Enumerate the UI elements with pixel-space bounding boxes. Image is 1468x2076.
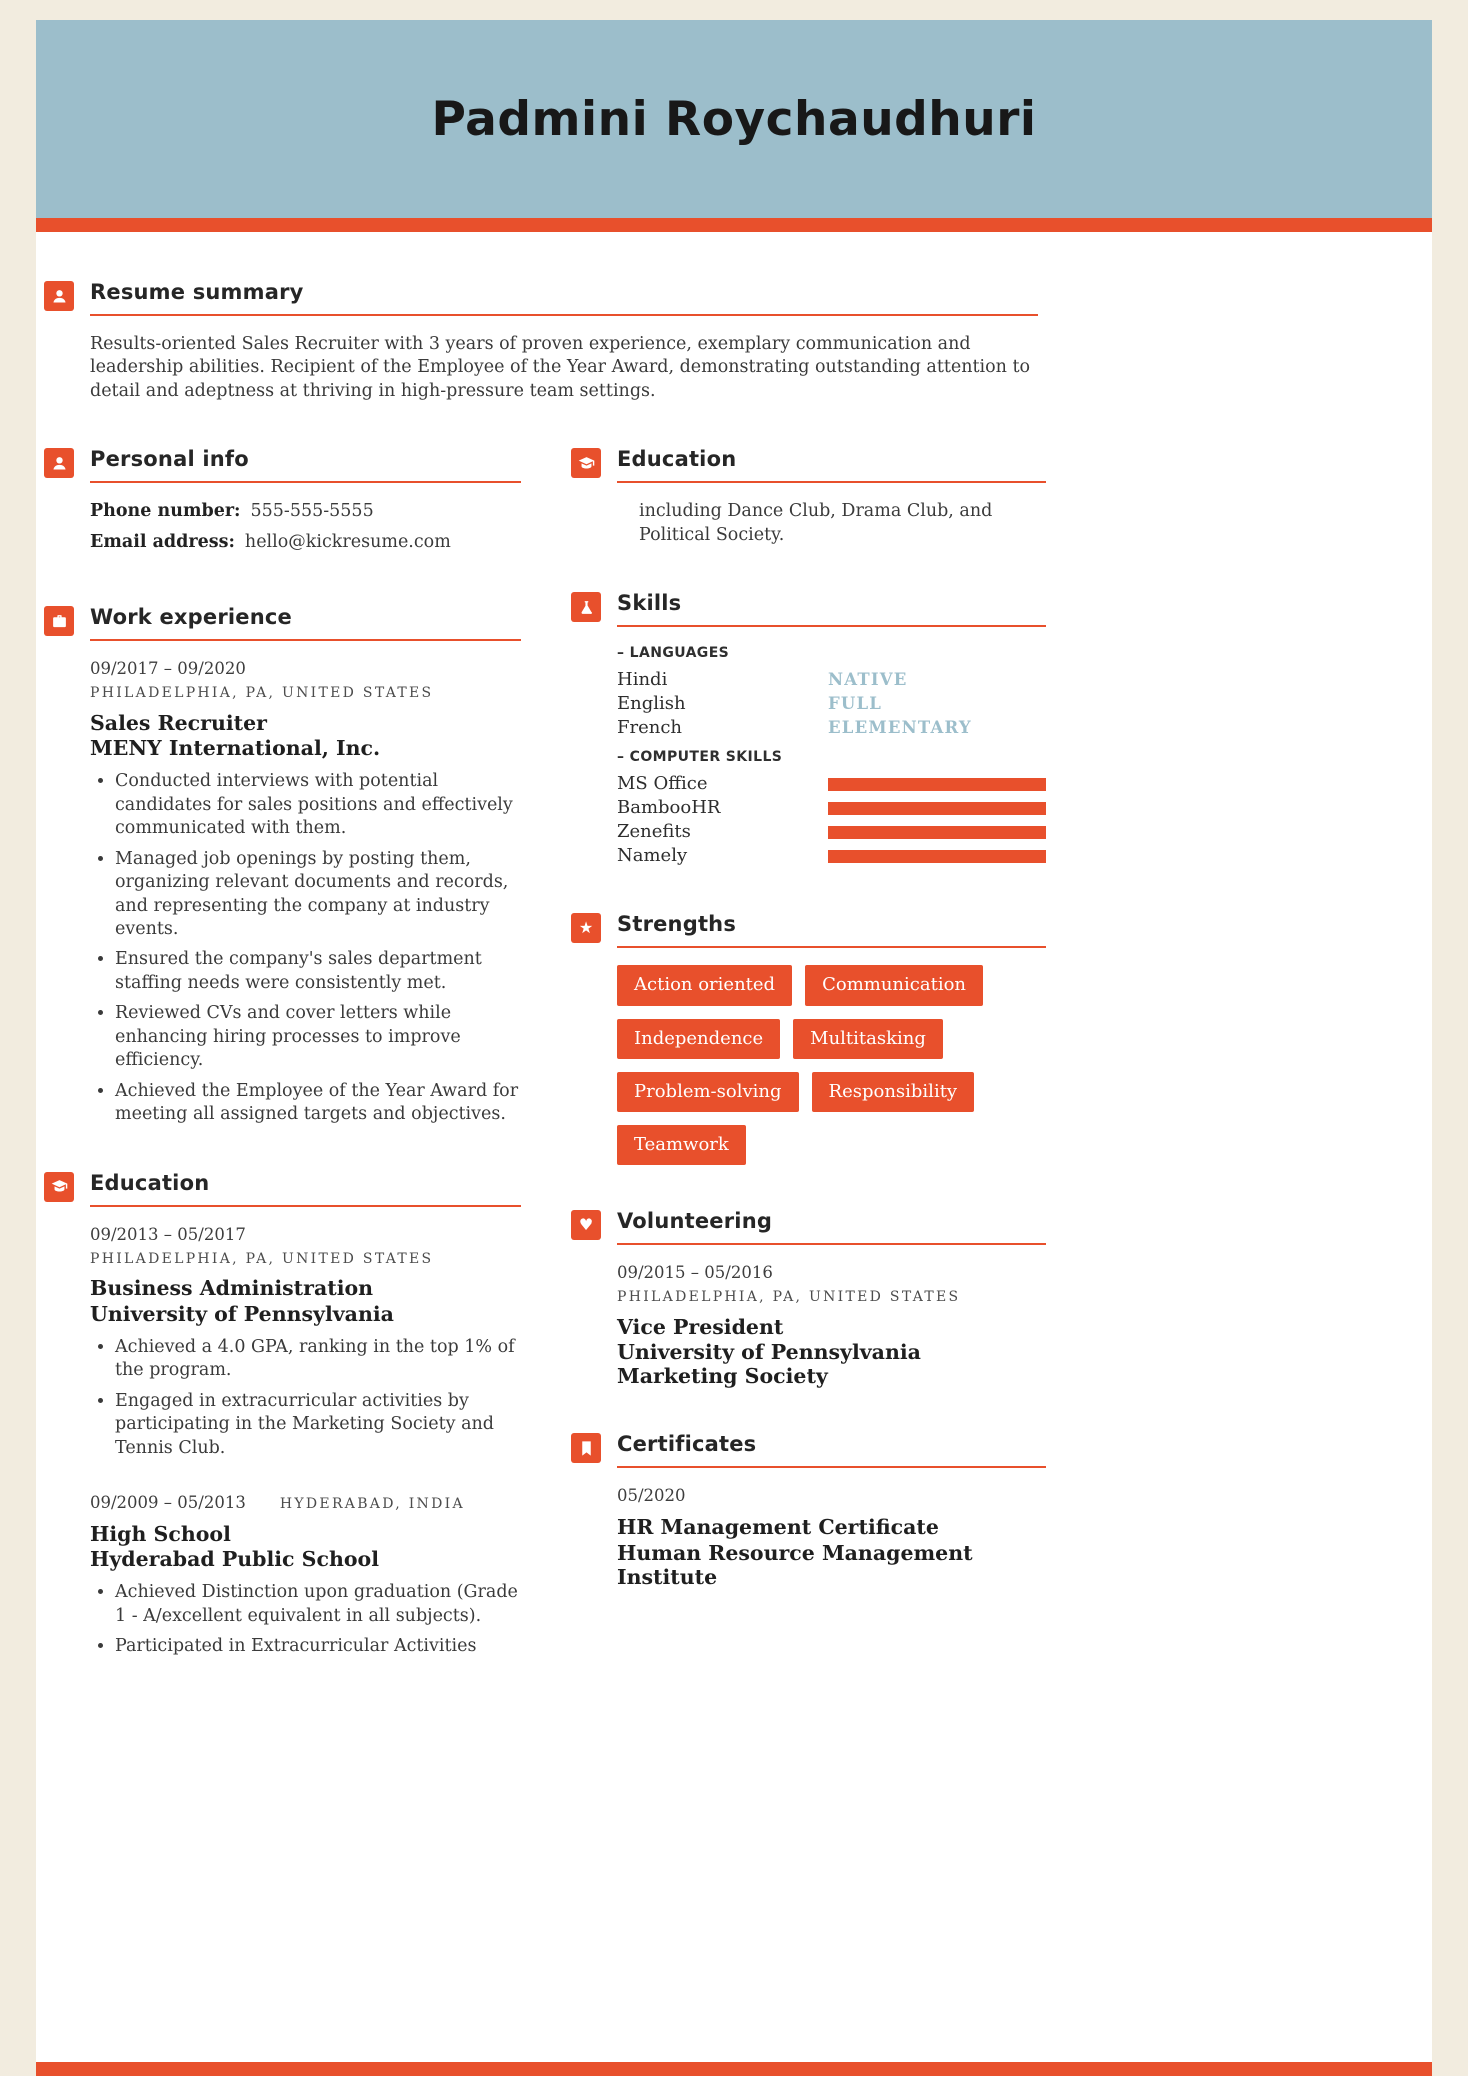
graduation-cap-icon [44, 1172, 74, 1202]
work-entry-meta [90, 658, 521, 703]
languages-label: – LANGUAGES [617, 645, 730, 662]
language-name: English [617, 693, 686, 715]
education-entry-degree: High School [90, 1522, 231, 1547]
section-resume-summary [44, 280, 1038, 403]
language-name: French [617, 717, 683, 739]
language-row [617, 692, 1046, 716]
bullet-item: • Conducted interviews with potential candidates for sales positions and effectively communicated with them. [115, 770, 521, 840]
bullet-item: • Achieved a 4.0 GPA, ranking in the top 1% of the program. [115, 1336, 521, 1383]
computer-skill-row [617, 844, 1046, 868]
education-entry-location: HYDERABAD, INDIA [279, 1495, 465, 1512]
language-level: NATIVE [828, 669, 908, 689]
strength-tag: Independence [617, 1019, 780, 1059]
strength-tag: Communication [805, 965, 983, 1005]
volunteering-organization: University of Pennsylvania Marketing Society [617, 1339, 921, 1389]
volunteering-heading: Volunteering [617, 1209, 1046, 1245]
section-education [44, 1171, 521, 1659]
volunteering-location: PHILADELPHIA, PA, UNITED STATES [617, 1289, 961, 1305]
education-entry-meta [90, 1224, 521, 1269]
certificates-heading: Certificates [617, 1432, 1046, 1468]
email-row [90, 531, 521, 554]
bullet-item: • Engaged in extracurricular activities by participating in the Marketing Society and Tennis Club. [115, 1390, 521, 1460]
work-entry-dates: 09/2017 – 09/2020 [90, 659, 246, 679]
section-education-continued [571, 447, 1046, 547]
skills-heading: Skills [617, 591, 1046, 627]
computer-skill-row [617, 772, 1046, 796]
certificate-dates: 05/2020 [617, 1486, 686, 1506]
strength-tag: Responsibility [812, 1072, 975, 1112]
person-icon [44, 281, 74, 311]
email-value: hello@kickresume.com [244, 531, 451, 552]
strengths-heading: Strengths [617, 912, 1046, 948]
education-entry-location: PHILADELPHIA, PA, UNITED STATES [90, 1250, 434, 1267]
skill-bar [828, 826, 1046, 839]
footer-accent-stripe [36, 2062, 1432, 2076]
computer-skill-row [617, 796, 1046, 820]
language-level: FULL [828, 694, 883, 714]
left-column [44, 447, 521, 1658]
section-personal-info [44, 447, 521, 561]
ribbon-icon [571, 1433, 601, 1463]
resume-page [36, 20, 1432, 2076]
computer-skill-name: MS Office [617, 773, 708, 795]
education-entry-dates: 09/2009 – 05/2013 [90, 1492, 246, 1512]
education-entry-meta [90, 1492, 521, 1514]
email-label: Email address: [90, 531, 235, 552]
work-entry-bullets [90, 770, 521, 1126]
section-volunteering [571, 1209, 1046, 1388]
personal-info-heading: Personal info [90, 447, 521, 483]
briefcase-icon [44, 606, 74, 636]
bullet-item: • Reviewed CVs and cover letters while enhancing hiring processes to improve efficiency. [115, 1002, 521, 1072]
header [36, 20, 1432, 218]
education-heading: Education [90, 1171, 521, 1207]
phone-value: 555-555-5555 [250, 501, 374, 522]
education-entry [90, 1492, 521, 1659]
computer-skill-name: Namely [617, 845, 688, 867]
language-row [617, 716, 1046, 740]
work-entry-company: MENY International, Inc. [90, 736, 381, 761]
person-icon [44, 448, 74, 478]
skill-bar [828, 850, 1046, 863]
volunteering-role: Vice President [617, 1314, 784, 1339]
work-experience-heading: Work experience [90, 605, 521, 641]
education-entry-dates: 09/2013 – 05/2017 [90, 1224, 246, 1244]
flask-icon [571, 592, 601, 622]
certificate-meta [617, 1485, 1046, 1507]
resume-content [36, 232, 1038, 1799]
summary-text: Results-oriented Sales Recruiter with 3 years of proven experience, exemplary communication and leadership abilities. Recipient of the Employee of the Year Award, demonstrating outstanding attention to detail and adeptness at thriving in high-pressure team settings. [90, 334, 1031, 401]
volunteering-entry [617, 1262, 1046, 1388]
graduation-cap-icon [571, 448, 601, 478]
page-title: Padmini Roychaudhuri [431, 91, 1037, 147]
education-entry-bullets [90, 1336, 521, 1460]
computer-skill-name: BambooHR [617, 797, 721, 819]
language-name: Hindi [617, 668, 668, 690]
right-column [571, 447, 1046, 1589]
computer-skill-name: Zenefits [617, 821, 691, 843]
work-entry [90, 658, 521, 1126]
heart-icon: ♥ [571, 1210, 601, 1240]
work-entry-role: Sales Recruiter [90, 711, 267, 736]
section-strengths [571, 912, 1046, 1164]
certificate-issuer: Human Resource Management Institute [617, 1540, 973, 1589]
section-certificates [571, 1432, 1046, 1589]
skill-bar [828, 802, 1046, 815]
education-entry [90, 1224, 521, 1460]
volunteering-meta [617, 1262, 1046, 1307]
header-accent-stripe [36, 218, 1432, 232]
work-entry-location: PHILADELPHIA, PA, UNITED STATES [90, 685, 434, 702]
volunteering-dates: 09/2015 – 05/2016 [617, 1262, 773, 1282]
summary-heading: Resume summary [90, 280, 1038, 316]
education-entry-degree: Business Administration [90, 1276, 374, 1301]
phone-label: Phone number: [90, 501, 241, 522]
certificate-entry [617, 1485, 1046, 1589]
bullet-item: • Managed job openings by posting them, organizing relevant documents and records, and representing the company at industry events. [115, 848, 521, 942]
star-icon: ★ [571, 913, 601, 943]
education-entry-bullets [90, 1581, 521, 1658]
bullet-item: • Participated in Extracurricular Activities [115, 1635, 521, 1658]
strength-tags [617, 965, 1046, 1164]
computer-skill-row [617, 820, 1046, 844]
bullet-item: • Achieved Distinction upon graduation (Grade 1 - A/excellent equivalent in all subjects). [115, 1581, 521, 1628]
phone-row [90, 500, 521, 523]
education-continued-text: including Dance Club, Drama Club, and Political Society. [639, 501, 993, 545]
bullet-item: • Achieved the Employee of the Year Award for meeting all assigned targets and objectives. [115, 1080, 521, 1127]
section-work-experience [44, 605, 521, 1126]
section-skills [571, 591, 1046, 868]
certificate-title: HR Management Certificate [617, 1515, 939, 1540]
strength-tag: Action oriented [617, 965, 792, 1005]
two-column-layout [44, 447, 1038, 1658]
skill-bar [828, 778, 1046, 791]
education-continued-heading: Education [617, 447, 1046, 483]
language-row [617, 668, 1046, 692]
bullet-item: • Ensured the company's sales department staffing needs were consistently met. [115, 948, 521, 995]
language-level: ELEMENTARY [828, 718, 972, 738]
computer-skills-label: – COMPUTER SKILLS [617, 749, 783, 766]
education-entry-school: Hyderabad Public School [90, 1547, 380, 1572]
education-entry-school: University of Pennsylvania [90, 1301, 394, 1326]
strength-tag: Problem-solving [617, 1072, 799, 1112]
strength-tag: Multitasking [793, 1019, 943, 1059]
strength-tag: Teamwork [617, 1125, 746, 1165]
